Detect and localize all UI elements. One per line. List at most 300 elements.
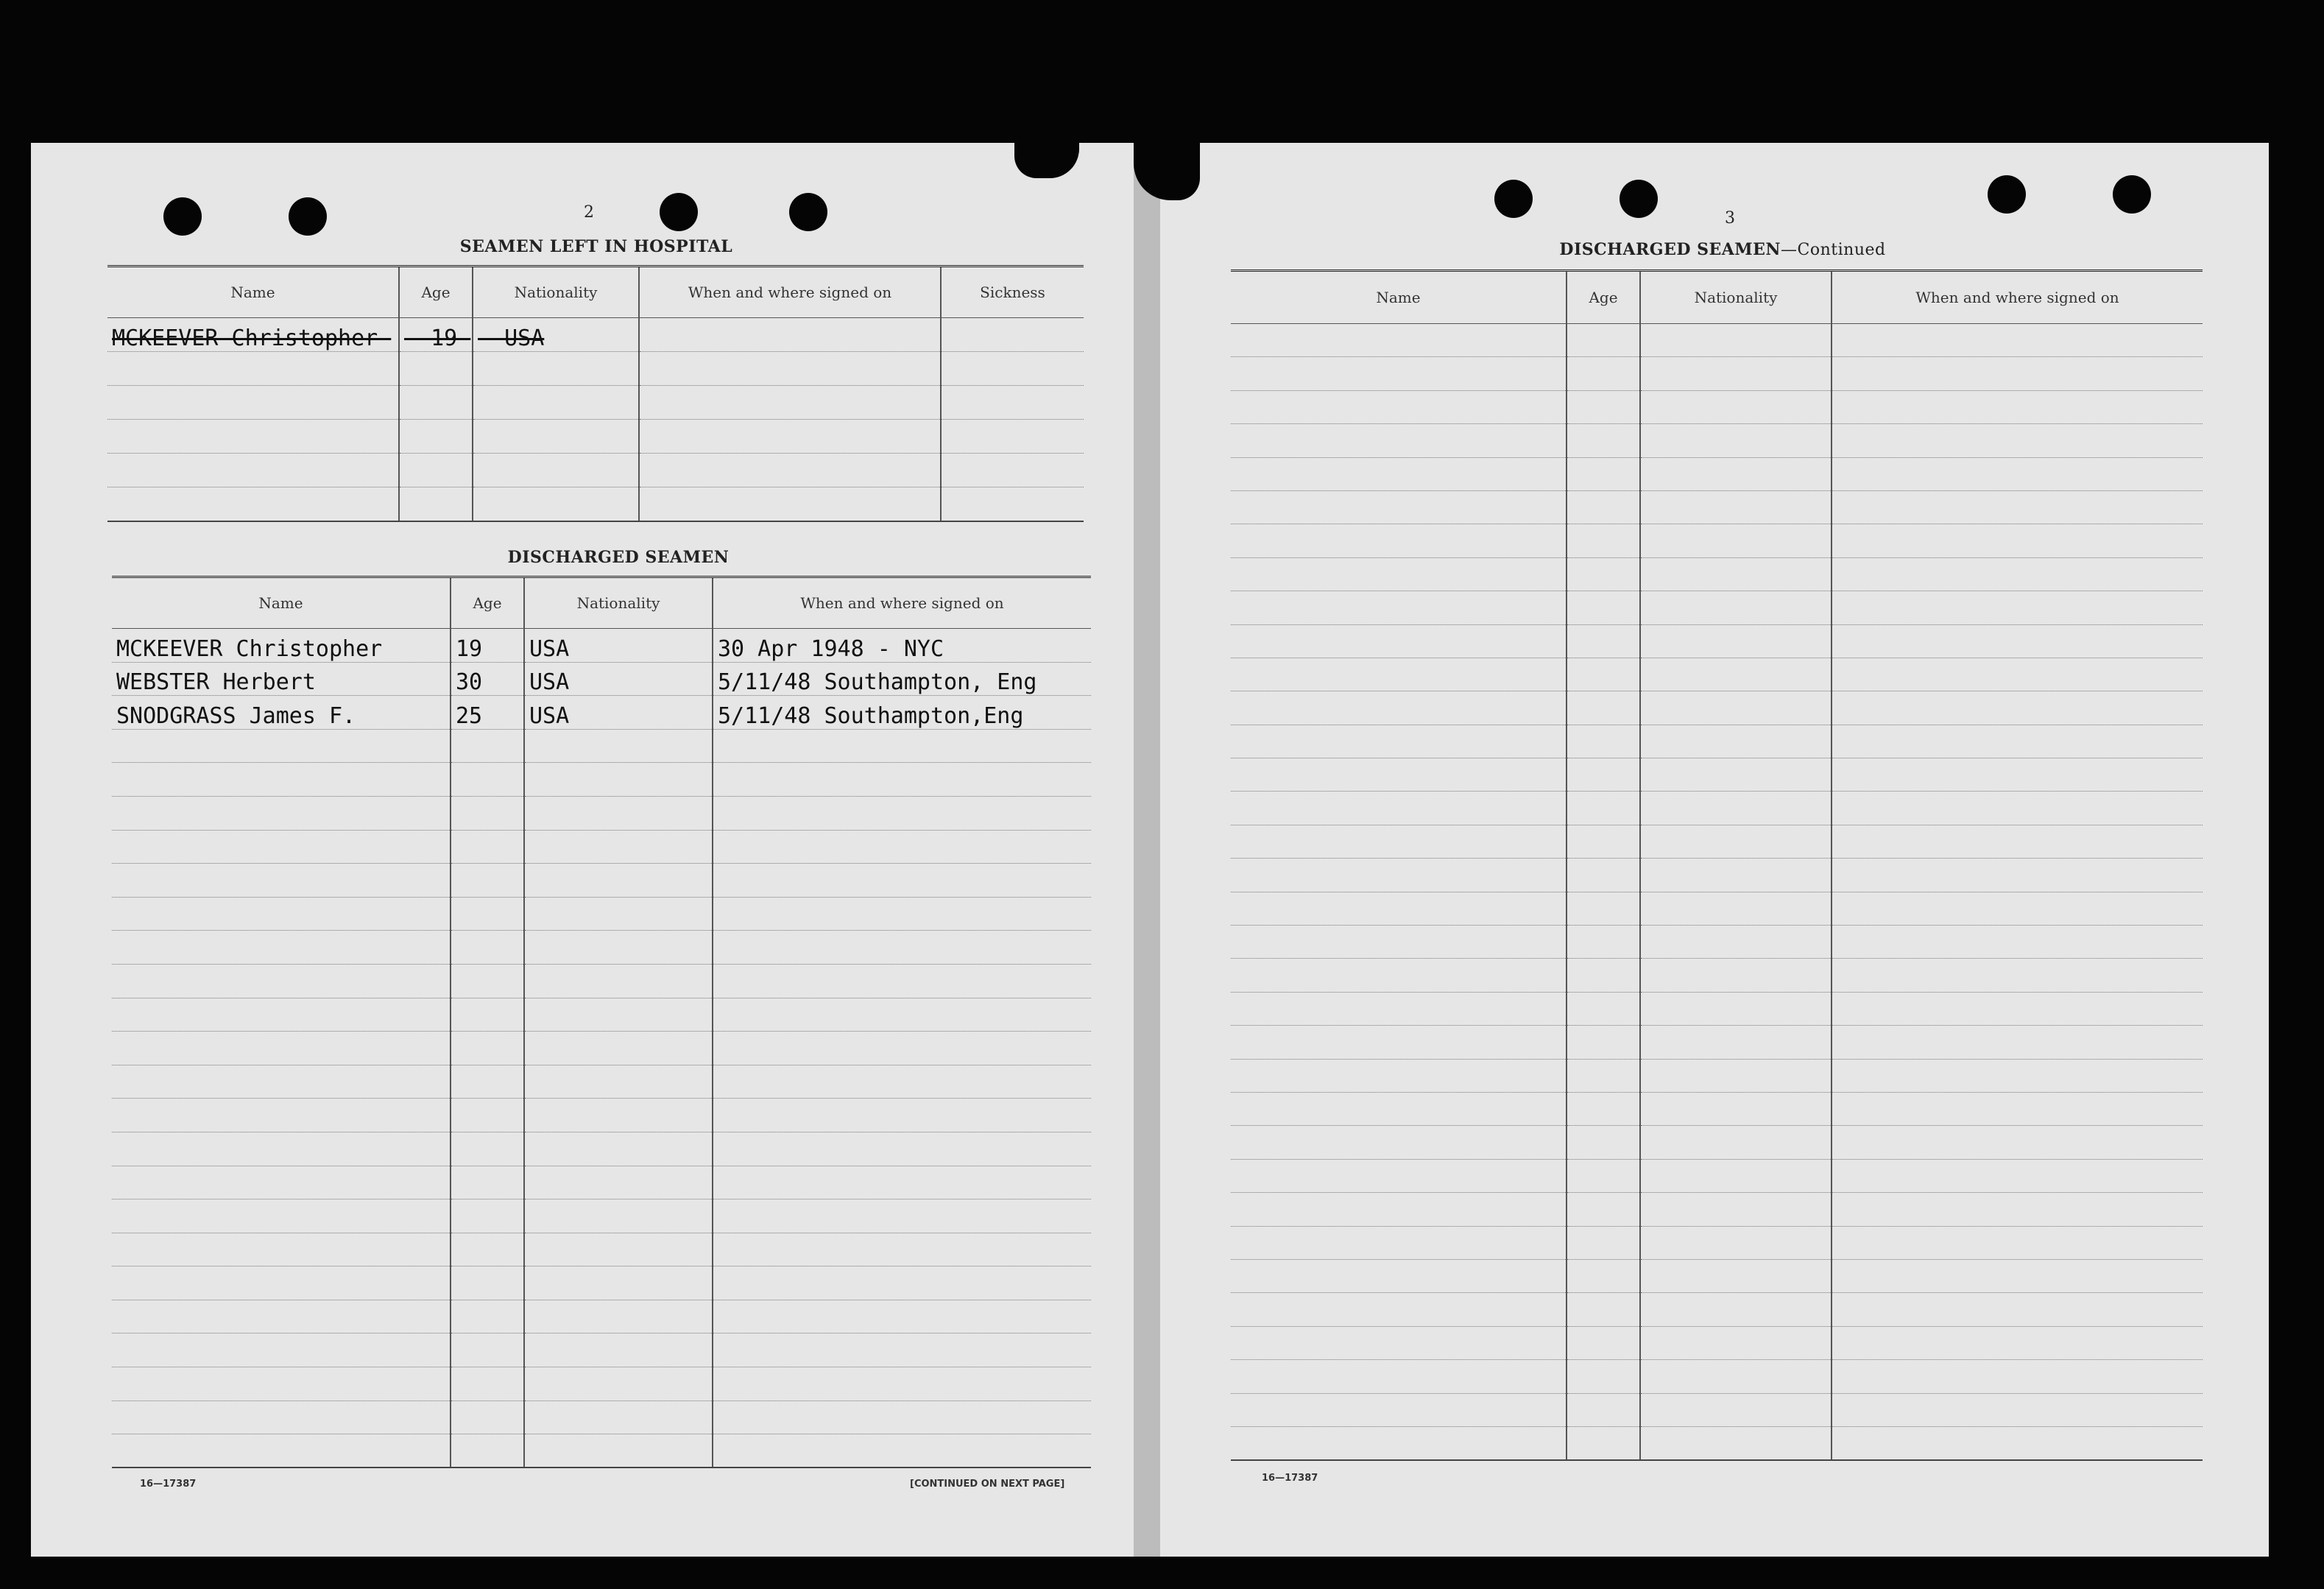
- continued-cell-name: [1231, 457, 1567, 490]
- continued-cell-signed-on: [1832, 324, 2203, 357]
- discharged-cell-signed-on: [713, 1065, 1091, 1099]
- continued-cell-name: [1231, 1092, 1567, 1125]
- continued-table-row: [1231, 390, 2203, 423]
- discharged-table-row: [112, 1199, 1091, 1233]
- continued-cell-age: [1567, 926, 1640, 959]
- punch-hole: [163, 197, 202, 236]
- discharged-cell-age: [451, 1400, 524, 1434]
- discharged-cell-signed-on: [713, 1333, 1091, 1367]
- continued-cell-age: [1567, 959, 1640, 992]
- discharged-cell-age: [451, 1367, 524, 1401]
- continued-table-row: [1231, 892, 2203, 925]
- continued-cell-name: [1231, 1193, 1567, 1226]
- discharged-table-row: [112, 629, 1091, 663]
- discharged-table-row: [112, 662, 1091, 696]
- punch-hole: [2113, 175, 2151, 214]
- continued-table-row: [1231, 926, 2203, 959]
- hospital-cell-age: [399, 352, 473, 386]
- hospital-cell-sickness: [941, 386, 1084, 420]
- discharged-cell-name: [112, 964, 451, 998]
- discharged-table-row: [112, 696, 1091, 730]
- discharged-cell-nationality: [524, 1233, 713, 1266]
- discharged-cell-nationality: [524, 1099, 713, 1132]
- continued-cell-nationality: [1640, 357, 1832, 390]
- hospital-cell-sickness: [941, 420, 1084, 454]
- continued-table-row: [1231, 1193, 2203, 1226]
- continued-cell-name: [1231, 324, 1567, 357]
- continued-cell-signed-on: [1832, 524, 2203, 557]
- continued-cell-signed-on: [1832, 490, 2203, 524]
- hospital-cell-nationality: [473, 352, 639, 386]
- continued-cell-signed-on: [1832, 691, 2203, 725]
- continued-col-header: Age: [1567, 271, 1640, 324]
- continued-cell-age: [1567, 1193, 1640, 1226]
- discharged-cell-signed-on: [713, 1400, 1091, 1434]
- continued-cell-nationality: [1640, 859, 1832, 892]
- continued-cell-signed-on: [1832, 758, 2203, 792]
- discharged-table-row: [112, 1367, 1091, 1401]
- hospital-cell-signed-on: [639, 454, 941, 487]
- discharged-cell-age: [451, 1032, 524, 1065]
- continued-cell-nationality: [1640, 691, 1832, 725]
- continued-cell-nationality: [1640, 457, 1832, 490]
- discharged-cell-age: [451, 1434, 524, 1468]
- continued-cell-nationality: [1640, 792, 1832, 825]
- discharged-cell-nationality: USA: [524, 662, 713, 696]
- continued-cell-nationality: [1640, 324, 1832, 357]
- continued-cell-signed-on: [1832, 424, 2203, 457]
- discharged-cell-age: [451, 1199, 524, 1233]
- continued-cell-signed-on: [1832, 1326, 2203, 1359]
- discharged-cell-age: [451, 830, 524, 864]
- continued-cell-age: [1567, 1259, 1640, 1292]
- continued-col-header: Name: [1231, 271, 1567, 324]
- hospital-cell-age: [399, 420, 473, 454]
- discharged-cell-nationality: [524, 964, 713, 998]
- continued-cell-age: [1567, 1092, 1640, 1125]
- continued-cell-signed-on: [1832, 992, 2203, 1025]
- continued-cell-nationality: [1640, 390, 1832, 423]
- discharged-table-row: [112, 1333, 1091, 1367]
- discharged-table-row: [112, 931, 1091, 965]
- continued-cell-age: [1567, 859, 1640, 892]
- continued-cell-signed-on: [1832, 1059, 2203, 1092]
- continued-table-row: [1231, 825, 2203, 858]
- continued-cell-nationality: [1640, 557, 1832, 591]
- hospital-table-row: [107, 454, 1084, 487]
- continued-note: [CONTINUED ON NEXT PAGE]: [910, 1479, 1065, 1490]
- continued-cell-nationality: [1640, 1426, 1832, 1459]
- hospital-table-row: [107, 386, 1084, 420]
- discharged-cell-name: [112, 1065, 451, 1099]
- continued-cell-name: [1231, 390, 1567, 423]
- continued-cell-name: [1231, 591, 1567, 624]
- hospital-cell-signed-on: [639, 318, 941, 352]
- discharged-cell-nationality: [524, 1266, 713, 1300]
- continued-cell-age: [1567, 1426, 1640, 1459]
- continued-table-row: [1231, 457, 2203, 490]
- discharged-cell-signed-on: [713, 1434, 1091, 1468]
- hospital-cell-signed-on: [639, 420, 941, 454]
- continued-cell-nationality: [1640, 1360, 1832, 1393]
- discharged-table-row: [112, 1300, 1091, 1333]
- continued-table-row: [1231, 1326, 2203, 1359]
- continued-cell-nationality: [1640, 658, 1832, 691]
- continued-cell-nationality: [1640, 1159, 1832, 1192]
- punch-hole: [1988, 175, 2026, 214]
- hospital-cell-sickness: [941, 318, 1084, 352]
- continued-cell-nationality: [1640, 490, 1832, 524]
- continued-cell-name: [1231, 926, 1567, 959]
- punch-hole: [660, 193, 698, 231]
- hospital-cell-nationality: [473, 420, 639, 454]
- continued-cell-age: [1567, 758, 1640, 792]
- continued-cell-name: [1231, 1326, 1567, 1359]
- discharged-cell-nationality: [524, 1065, 713, 1099]
- discharged-col-header: Age: [451, 577, 524, 629]
- continued-cell-age: [1567, 557, 1640, 591]
- hospital-cell-age: - 19-: [399, 318, 473, 352]
- continued-cell-nationality: [1640, 926, 1832, 959]
- continued-cell-age: [1567, 624, 1640, 658]
- continued-table-row: [1231, 1393, 2203, 1426]
- continued-cell-name: [1231, 490, 1567, 524]
- continued-cell-signed-on: [1832, 959, 2203, 992]
- continued-cell-age: [1567, 892, 1640, 925]
- discharged-table-row: [112, 1166, 1091, 1199]
- discharged-cell-signed-on: [713, 1166, 1091, 1199]
- hospital-col-header: Age: [399, 267, 473, 318]
- hospital-cell-name: [107, 386, 399, 420]
- continued-table-row: [1231, 1059, 2203, 1092]
- discharged-cell-age: [451, 931, 524, 965]
- discharged-cell-signed-on: [713, 1099, 1091, 1132]
- discharged-cell-name: [112, 1132, 451, 1166]
- continued-cell-name: [1231, 1059, 1567, 1092]
- discharged-cell-name: [112, 897, 451, 931]
- discharged-cell-nationality: [524, 729, 713, 763]
- discharged-cell-nationality: USA: [524, 629, 713, 663]
- discharged-cell-signed-on: [713, 729, 1091, 763]
- discharged-cell-name: [112, 1199, 451, 1233]
- continued-col-header: Nationality: [1640, 271, 1832, 324]
- discharged-cell-name: [112, 796, 451, 830]
- continued-cell-name: [1231, 1293, 1567, 1326]
- continued-cell-nationality: [1640, 758, 1832, 792]
- discharged-cell-name: WEBSTER Herbert: [112, 662, 451, 696]
- continued-cell-name: [1231, 1393, 1567, 1426]
- discharged-col-header: When and where signed on: [713, 577, 1091, 629]
- continued-cell-signed-on: [1832, 1126, 2203, 1159]
- continued-cell-nationality: [1640, 1126, 1832, 1159]
- discharged-cell-age: [451, 1132, 524, 1166]
- continued-cell-nationality: [1640, 1393, 1832, 1426]
- hospital-cell-age: [399, 454, 473, 487]
- discharged-cell-signed-on: 30 Apr 1948 - NYC: [713, 629, 1091, 663]
- continued-cell-signed-on: [1832, 357, 2203, 390]
- hospital-cell-age: [399, 487, 473, 521]
- discharged-cell-signed-on: [713, 796, 1091, 830]
- hospital-cell-sickness: [941, 352, 1084, 386]
- continued-cell-nationality: [1640, 624, 1832, 658]
- continued-cell-nationality: [1640, 1059, 1832, 1092]
- continued-table-row: [1231, 758, 2203, 792]
- continued-cell-signed-on: [1832, 624, 2203, 658]
- discharged-cell-signed-on: [713, 1132, 1091, 1166]
- continued-cell-nationality: [1640, 892, 1832, 925]
- continued-table-row: [1231, 557, 2203, 591]
- continued-table-row: [1231, 1259, 2203, 1292]
- continued-table-row: [1231, 658, 2203, 691]
- continued-table-row: [1231, 1126, 2203, 1159]
- continued-cell-age: [1567, 591, 1640, 624]
- hospital-cell-nationality: [473, 386, 639, 420]
- discharged-cell-age: [451, 964, 524, 998]
- continued-cell-signed-on: [1832, 1259, 2203, 1292]
- continued-col-header: When and where signed on: [1832, 271, 2203, 324]
- discharged-cell-name: [112, 1434, 451, 1468]
- hospital-cell-signed-on: [639, 352, 941, 386]
- continued-cell-nationality: [1640, 1026, 1832, 1059]
- continued-cell-signed-on: [1832, 1026, 2203, 1059]
- continued-cell-nationality: [1640, 1193, 1832, 1226]
- hospital-cell-sickness: [941, 487, 1084, 521]
- continued-cell-name: [1231, 992, 1567, 1025]
- continued-cell-nationality: [1640, 825, 1832, 858]
- discharged-cell-name: [112, 1166, 451, 1199]
- continued-table-row: [1231, 725, 2203, 758]
- continued-cell-age: [1567, 825, 1640, 858]
- continued-table-row: [1231, 1293, 2203, 1326]
- hospital-table-row: [107, 487, 1084, 521]
- discharged-cell-nationality: [524, 1333, 713, 1367]
- discharged-col-header: Nationality: [524, 577, 713, 629]
- continued-cell-age: [1567, 792, 1640, 825]
- discharged-cell-nationality: [524, 1166, 713, 1199]
- discharged-cell-age: 30: [451, 662, 524, 696]
- discharged-cell-signed-on: 5/11/48 Southampton,Eng: [713, 696, 1091, 730]
- continued-cell-signed-on: [1832, 926, 2203, 959]
- continued-table-row: [1231, 1426, 2203, 1459]
- discharged-cell-age: [451, 796, 524, 830]
- discharged-cell-signed-on: [713, 864, 1091, 898]
- discharged-cell-name: [112, 1333, 451, 1367]
- continued-cell-name: [1231, 1226, 1567, 1259]
- continued-cell-signed-on: [1832, 1226, 2203, 1259]
- discharged-cell-signed-on: [713, 931, 1091, 965]
- continued-cell-age: [1567, 1126, 1640, 1159]
- discharged-cell-age: [451, 1099, 524, 1132]
- continued-table-row: [1231, 591, 2203, 624]
- discharged-cell-name: [112, 1099, 451, 1132]
- discharged-cell-age: [451, 1166, 524, 1199]
- discharged-continued-table: [1231, 269, 2203, 1461]
- continued-cell-age: [1567, 1226, 1640, 1259]
- discharged-table: [112, 576, 1091, 1468]
- discharged-cell-name: [112, 830, 451, 864]
- continued-cell-name: [1231, 624, 1567, 658]
- discharged-cell-signed-on: [713, 1199, 1091, 1233]
- continued-cell-name: [1231, 1126, 1567, 1159]
- continued-cell-signed-on: [1832, 1092, 2203, 1125]
- discharged-cell-nationality: [524, 998, 713, 1032]
- discharged-cell-age: [451, 1233, 524, 1266]
- continued-table-row: [1231, 1092, 2203, 1125]
- discharged-table-row: [112, 1233, 1091, 1266]
- continued-table-row: [1231, 1360, 2203, 1393]
- continued-cell-nationality: [1640, 1326, 1832, 1359]
- continued-cell-nationality: [1640, 591, 1832, 624]
- continued-cell-signed-on: [1832, 725, 2203, 758]
- discharged-cell-nationality: [524, 1434, 713, 1468]
- continued-table-row: [1231, 1026, 2203, 1059]
- discharged-cell-age: [451, 1266, 524, 1300]
- continued-table-row: [1231, 959, 2203, 992]
- hospital-col-header: Sickness: [941, 267, 1084, 318]
- continued-cell-name: [1231, 658, 1567, 691]
- continued-cell-age: [1567, 490, 1640, 524]
- discharged-cell-age: [451, 729, 524, 763]
- continued-cell-age: [1567, 390, 1640, 423]
- discharged-cell-nationality: [524, 763, 713, 797]
- continued-cell-signed-on: [1832, 658, 2203, 691]
- punch-hole: [289, 197, 327, 236]
- discharged-cell-nationality: [524, 1032, 713, 1065]
- discharged-cell-age: 25: [451, 696, 524, 730]
- continued-cell-signed-on: [1832, 792, 2203, 825]
- continued-cell-signed-on: [1832, 1159, 2203, 1192]
- continued-cell-signed-on: [1832, 1426, 2203, 1459]
- continued-cell-name: [1231, 1426, 1567, 1459]
- hospital-col-header: Nationality: [473, 267, 639, 318]
- continued-cell-name: [1231, 892, 1567, 925]
- discharged-cell-nationality: [524, 796, 713, 830]
- discharged-table-row: [112, 796, 1091, 830]
- discharged-cell-signed-on: [713, 830, 1091, 864]
- discharged-cell-signed-on: [713, 1300, 1091, 1333]
- continued-cell-signed-on: [1832, 892, 2203, 925]
- continued-cell-age: [1567, 1360, 1640, 1393]
- discharged-cell-signed-on: [713, 1032, 1091, 1065]
- continued-cell-name: [1231, 1026, 1567, 1059]
- continued-cell-age: [1567, 658, 1640, 691]
- discharged-cell-age: [451, 864, 524, 898]
- hospital-cell-nationality: [473, 487, 639, 521]
- continued-cell-name: [1231, 424, 1567, 457]
- continued-table-row: [1231, 1159, 2203, 1192]
- page-fold: [1134, 143, 1160, 1557]
- continued-cell-age: [1567, 992, 1640, 1025]
- hospital-table-row: [107, 318, 1084, 352]
- discharged-table-row: [112, 1065, 1091, 1099]
- discharged-table-row: [112, 1132, 1091, 1166]
- continued-table-row: [1231, 1226, 2203, 1259]
- discharged-table-row: [112, 1266, 1091, 1300]
- continued-table-row: [1231, 357, 2203, 390]
- discharged-cell-signed-on: 5/11/48 Southampton, Eng: [713, 662, 1091, 696]
- punch-hole: [789, 193, 827, 231]
- discharged-cell-name: [112, 1400, 451, 1434]
- continued-cell-nationality: [1640, 1293, 1832, 1326]
- continued-cell-age: [1567, 1026, 1640, 1059]
- continued-cell-nationality: [1640, 1259, 1832, 1292]
- continued-table-row: [1231, 490, 2203, 524]
- continued-cell-signed-on: [1832, 457, 2203, 490]
- continued-table-row: [1231, 524, 2203, 557]
- discharged-cell-name: [112, 729, 451, 763]
- hospital-cell-nationality: [473, 454, 639, 487]
- discharged-table-row: [112, 864, 1091, 898]
- continued-cell-signed-on: [1832, 825, 2203, 858]
- continued-cell-signed-on: [1832, 1193, 2203, 1226]
- continued-cell-name: [1231, 859, 1567, 892]
- continued-table-row: [1231, 992, 2203, 1025]
- hospital-cell-nationality: - USA: [473, 318, 639, 352]
- discharged-cell-signed-on: [713, 763, 1091, 797]
- discharged-cell-name: MCKEEVER Christopher: [112, 629, 451, 663]
- continued-cell-name: [1231, 557, 1567, 591]
- continued-table-row: [1231, 691, 2203, 725]
- discharged-table-row: [112, 830, 1091, 864]
- page-number: 2: [584, 203, 594, 222]
- continued-cell-name: [1231, 825, 1567, 858]
- continued-cell-age: [1567, 424, 1640, 457]
- continued-cell-nationality: [1640, 524, 1832, 557]
- hospital-cell-age: [399, 386, 473, 420]
- hospital-table-row: [107, 352, 1084, 386]
- continued-cell-signed-on: [1832, 390, 2203, 423]
- continued-cell-nationality: [1640, 959, 1832, 992]
- discharged-cell-nationality: [524, 1400, 713, 1434]
- continued-cell-nationality: [1640, 424, 1832, 457]
- discharged-cell-name: [112, 1233, 451, 1266]
- discharged-cell-nationality: [524, 830, 713, 864]
- discharged-cell-signed-on: [713, 1233, 1091, 1266]
- discharged-table-row: [112, 964, 1091, 998]
- hospital-cell-name: [107, 487, 399, 521]
- continued-cell-signed-on: [1832, 1360, 2203, 1393]
- continued-cell-name: [1231, 959, 1567, 992]
- continued-cell-name: [1231, 725, 1567, 758]
- hospital-cell-name: [107, 454, 399, 487]
- discharged-cell-signed-on: [713, 1266, 1091, 1300]
- discharged-cell-name: [112, 864, 451, 898]
- discharged-cell-signed-on: [713, 897, 1091, 931]
- continued-cell-age: [1567, 691, 1640, 725]
- discharged-table-row: [112, 1400, 1091, 1434]
- continued-cell-age: [1567, 1393, 1640, 1426]
- continued-cell-signed-on: [1832, 591, 2203, 624]
- hospital-cell-signed-on: [639, 487, 941, 521]
- continued-table-row: [1231, 859, 2203, 892]
- continued-cell-nationality: [1640, 1226, 1832, 1259]
- discharged-cell-signed-on: [713, 998, 1091, 1032]
- hospital-cell-name: [107, 352, 399, 386]
- hospital-section-title: SEAMEN LEFT IN HOSPITAL: [459, 237, 733, 256]
- continued-cell-name: [1231, 691, 1567, 725]
- title-suffix: —Continued: [1781, 241, 1886, 259]
- discharged-table-row: [112, 1099, 1091, 1132]
- discharged-cell-nationality: [524, 1199, 713, 1233]
- continued-cell-nationality: [1640, 725, 1832, 758]
- hospital-col-header: When and where signed on: [639, 267, 941, 318]
- discharged-cell-nationality: [524, 897, 713, 931]
- discharged-cell-name: [112, 931, 451, 965]
- continued-cell-age: [1567, 1293, 1640, 1326]
- discharged-cell-nationality: [524, 1300, 713, 1333]
- continued-cell-name: [1231, 758, 1567, 792]
- hospital-cell-sickness: [941, 454, 1084, 487]
